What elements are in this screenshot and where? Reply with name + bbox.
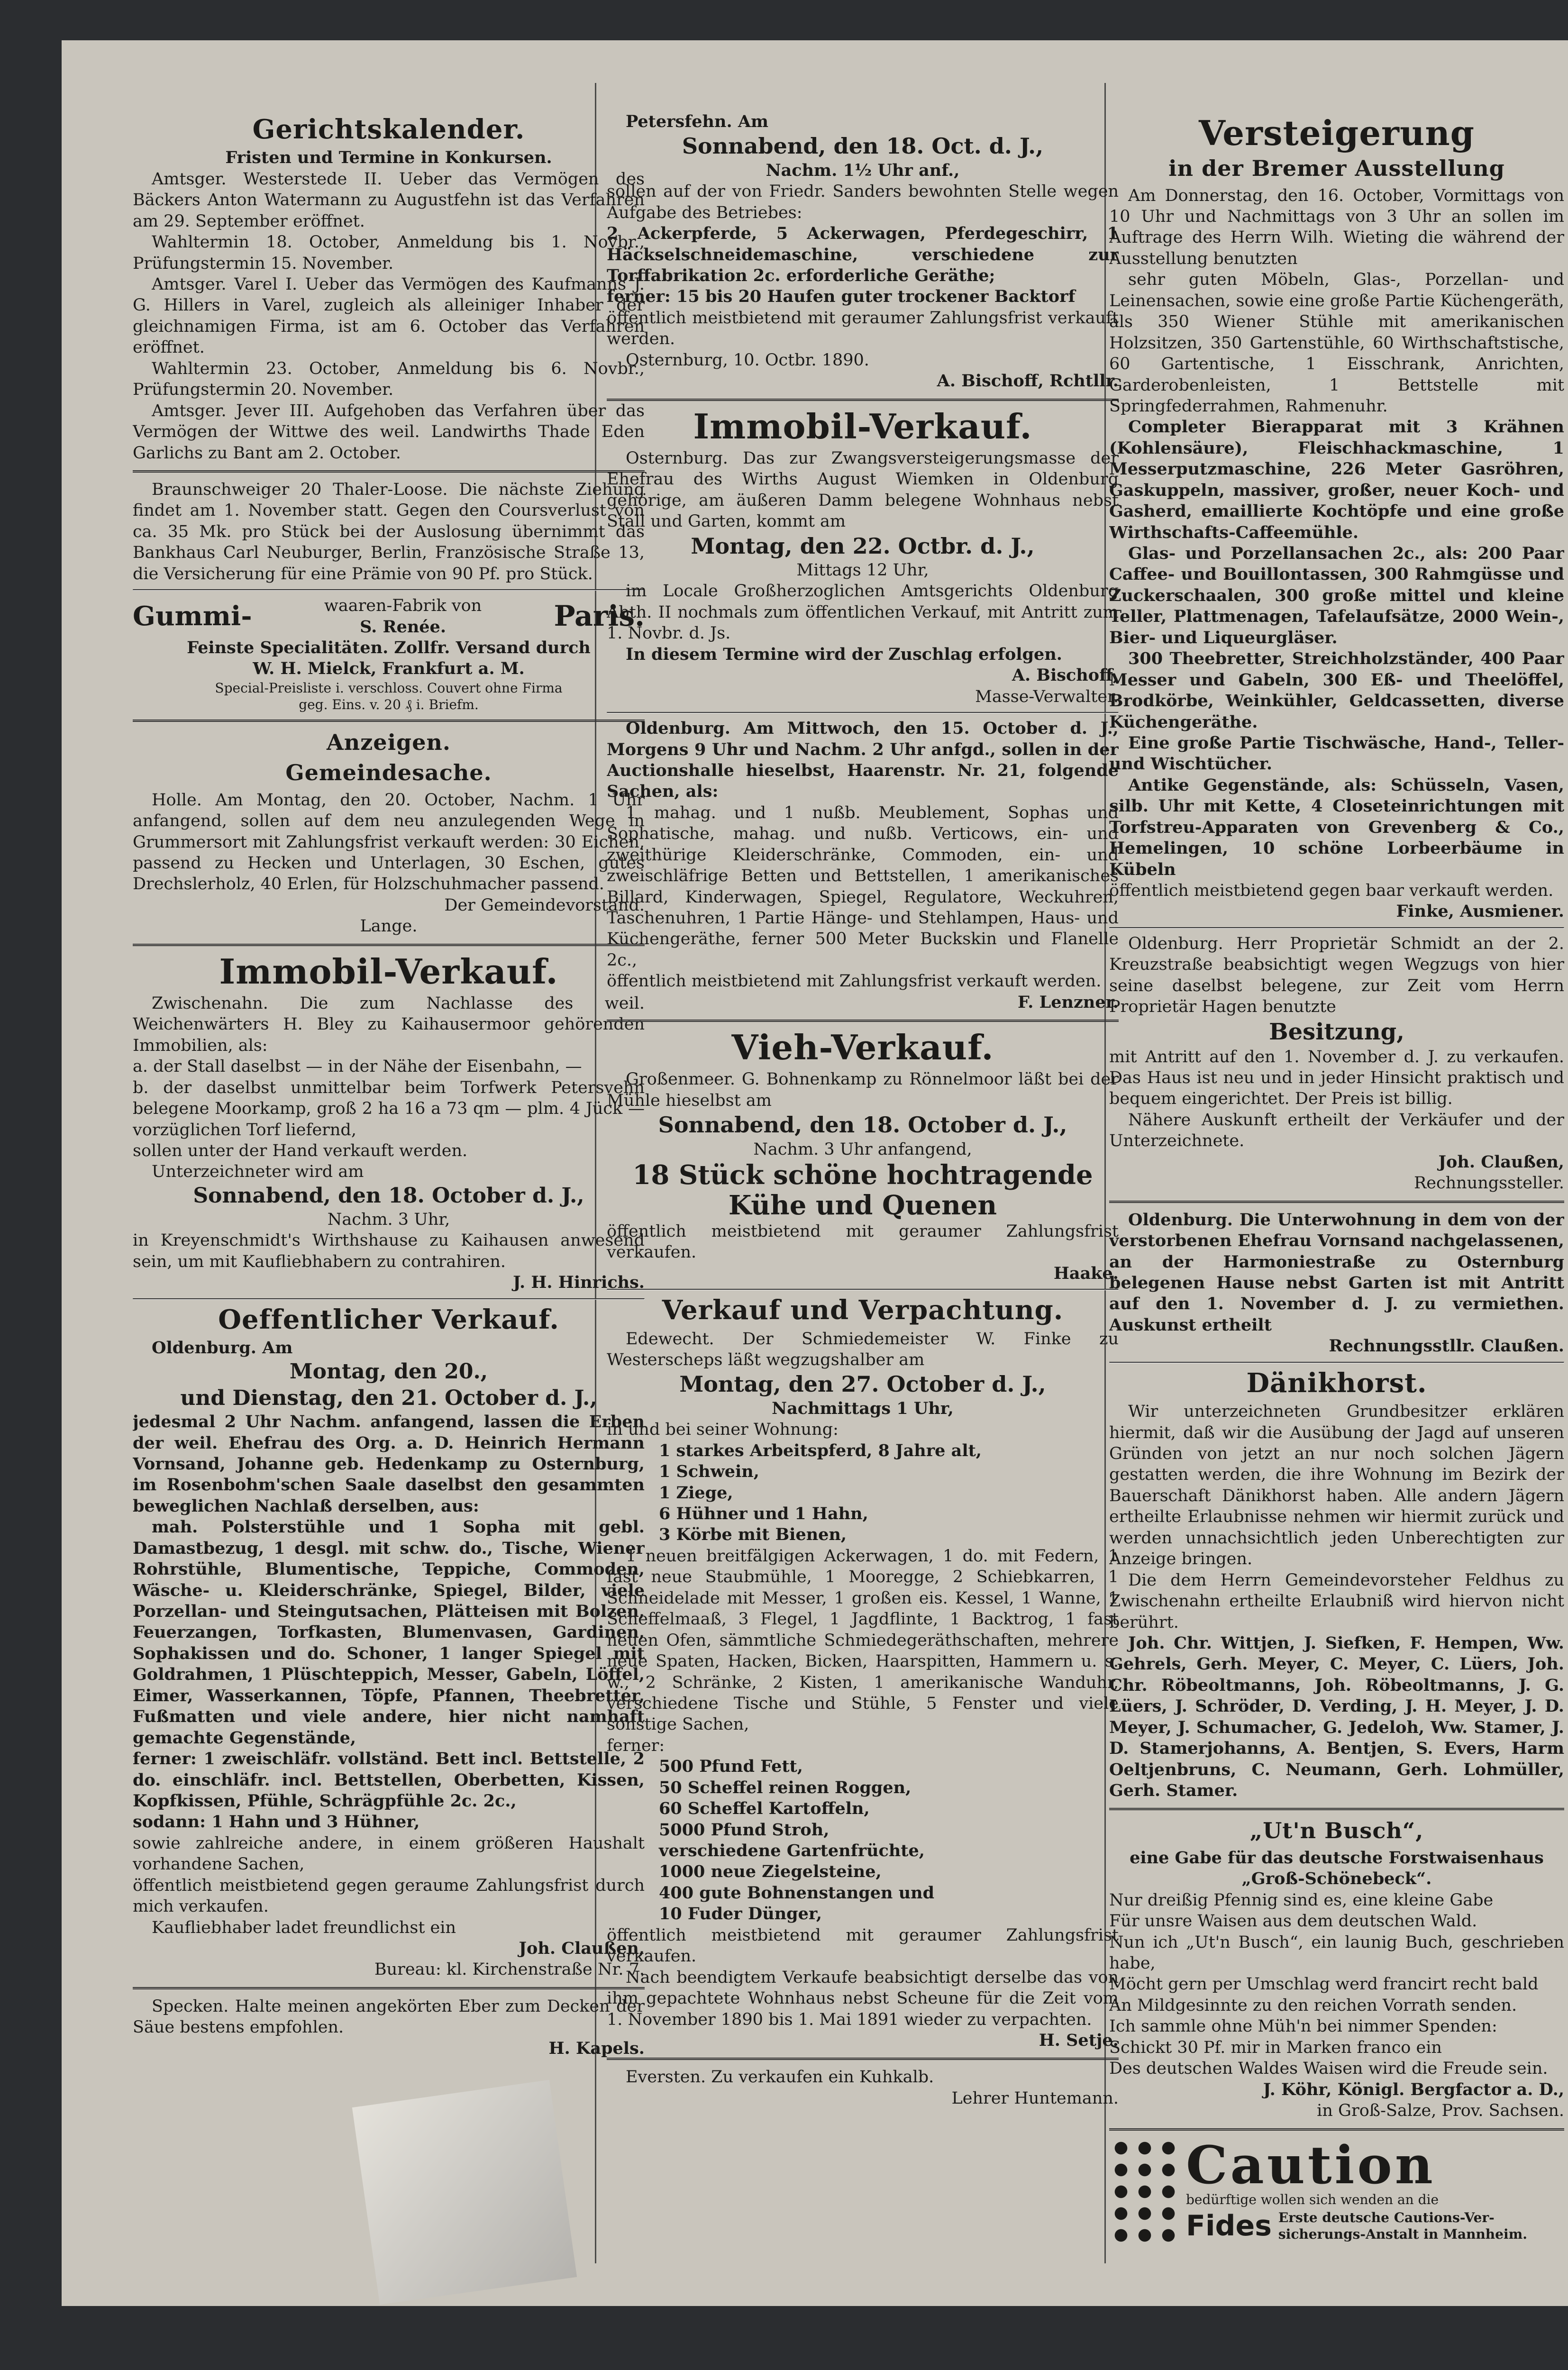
list-item: 6 Hühner und 1 Hahn, bbox=[659, 1504, 868, 1524]
immo2-text: im Locale Großherzoglichen Amtsgerichts Oldenburg Abth. II nochmals zum öffentlichen Verkauf, mit Antritt zum 1. Novbr. d. Js. bbox=[607, 582, 1119, 643]
prop-text: Oldenburg. Herr Proprietär Schmidt an der 2. Kreuzstraße beabsichtigt wegen Wegzugs von hier seine daselbst belegene, zur Zeit vom Herrn Proprietär Hagen benutzte bbox=[1109, 934, 1564, 1017]
immo1-text: Zwischenahn. Die zum Nachlasse des weil. Weichenwärters H. Bley zu Kaihausermoor gehörenden Immobilien, als: bbox=[133, 994, 645, 1055]
vieh-sign: Haake. bbox=[1053, 1263, 1119, 1283]
list-item: 1 Schwein, bbox=[659, 1462, 759, 1482]
poem-line: Nur dreißig Pfennig sind es, eine kleine Gabe bbox=[1109, 1890, 1494, 1910]
list-item: 50 Scheffel reinen Roggen, bbox=[659, 1778, 912, 1797]
prop-text: Nähere Auskunft ertheilt der Verkäufer und der Unterzeichnete. bbox=[1109, 1110, 1564, 1151]
immo2-text: Osternburg. Das zur Zwangsversteigerungsmasse der Ehefrau des Wirths August Wiemken in Oldenburg gehörige, am äußeren Damm belegene Wohnhaus nebst Stall und Garten, kommt am bbox=[607, 448, 1119, 531]
vieh-text: Großenmeer. G. Bohnenkamp zu Rönnelmoor läßt bei der Mühle hieselbst am bbox=[607, 1070, 1119, 1110]
divider bbox=[1109, 1201, 1564, 1203]
oeff-text: jedesmal 2 Uhr Nachm. anfangend, lassen die Erben der weil. Ehefrau des Org. a. D. Heinrich Hermann Vornsand, Johanne geb. Hedenkamp zu Osternburg, im Rosenbohm'schen Saale daselbst den gesammten beweglichen Nachlaß derselben, aus: bbox=[133, 1412, 645, 1516]
verk-text: in und bei seiner Wohnung: bbox=[607, 1420, 839, 1440]
gummi-line: Special-Preisliste i. verschloss. Couvert ohne Firma bbox=[215, 680, 563, 696]
caution-text: Erste deutsche Cautions-Ver- bbox=[1278, 2210, 1495, 2226]
peters-text: Osternburg, 10. Octbr. 1890. bbox=[626, 350, 869, 370]
old-sign: F. Lenzner. bbox=[1017, 992, 1119, 1012]
list-item: 1 starkes Arbeitspferd, 8 Jahre alt, bbox=[659, 1440, 982, 1460]
specken-ad: Specken. Halte meinen angekörten Eber zum Decken der Säue bestens empfohlen. bbox=[133, 1996, 645, 2037]
immo2-sign: Masse-Verwalter. bbox=[975, 687, 1119, 706]
peters-sign: A. Bischoff, Rchtllr. bbox=[937, 371, 1119, 391]
column-middle bbox=[607, 111, 1119, 2273]
immo2-text: In diesem Termine wird der Zuschlag erfolgen. bbox=[626, 644, 1062, 664]
caution-title: Caution bbox=[1186, 2134, 1436, 2196]
divider bbox=[1109, 927, 1564, 929]
list-item: 500 Pfund Fett, bbox=[659, 1757, 803, 1777]
divider bbox=[607, 1020, 1119, 1022]
daen-title: Dänikhorst. bbox=[1246, 1367, 1427, 1399]
list-item: 1 Ziege, bbox=[659, 1483, 733, 1503]
verk-date: Montag, den 27. October d. J., bbox=[679, 1371, 1046, 1397]
immo1-title: Immobil-Verkauf. bbox=[219, 951, 558, 992]
caution-text: sicherungs-Anstalt in Mannheim. bbox=[1278, 2226, 1527, 2242]
divider bbox=[1109, 1808, 1564, 1810]
poem-line: Nun ich „Ut'n Busch“, ein launig Buch, geschrieben habe, bbox=[1109, 1932, 1564, 1973]
poem-line: Des deutschen Waldes Waisen wird die Freude sein. bbox=[1109, 2059, 1548, 2078]
gummi-line: Feinste Specialitäten. Zollfr. Versand durch bbox=[187, 638, 591, 658]
gericht-entry: Wahltermin 18. October, Anmeldung bis 1. Novbr., Prüfungstermin 15. November. bbox=[133, 233, 645, 273]
vers-text: 300 Theebretter, Streichholzständer, 400 Paar Messer und Gabeln, 300 Eß- und Theelöffel, Brodkörbe, Weinkühler, Geldcassetten, diverse Küchengeräthe. bbox=[1109, 649, 1564, 732]
newspaper-page bbox=[62, 40, 1568, 2306]
oeff-title: Oeffentlicher Verkauf. bbox=[218, 1304, 559, 1335]
list-item: 60 Scheffel Kartoffeln, bbox=[659, 1799, 870, 1819]
eversten-ad: Eversten. Zu verkaufen ein Kuhkalb. bbox=[626, 2068, 934, 2087]
caution-ad bbox=[1109, 2134, 1564, 2246]
immo1-item: a. der Stall daselbst — in der Nähe der Eisenbahn, — bbox=[133, 1057, 582, 1076]
vers-text: Glas- und Porzellansachen 2c., als: 200 Paar Caffee- und Bouillontassen, 300 Rahmgüsse und Zuckerschaalen, 300 große mittel und kleine Teller, Plattmenagen, Tafelaufsätze, 2000 Wein-, Bier- und Liqueurgläser. bbox=[1109, 544, 1564, 647]
oeff-text: Kaufliebhaber ladet freundlichst ein bbox=[152, 1918, 456, 1937]
verk-text: Nach beendigtem Verkaufe beabsichtigt derselbe das von ihm gepachtete Wohnhaus nebst Scheune für die Zeit vom 1. November 1890 bis 1. Mai 1891 wieder zu verpachten. bbox=[607, 1968, 1119, 2029]
prop-title: Besitzung, bbox=[1269, 1018, 1404, 1045]
vieh-goods: 18 Stück schöne hochtragende Kühe und Quenen bbox=[632, 1159, 1093, 1221]
immo2-time: Mittags 12 Uhr, bbox=[796, 561, 929, 580]
daen-names: Joh. Chr. Wittjen, J. Siefken, F. Hempen, Ww. Gehrels, Gerh. Meyer, C. Meyer, C. Lüers, Joh. Chr. Röbeoltmanns, Joh. Röbeoltmanns, J. G. Lüers, J. Schröder, D. Verding, J. H. Meyer, J. D. Meyer, J. Schumacher, G. Jedeloh, Ww. Stamer, J. D. Stamerjohanns, A. Bentjen, S. Evers, Harm Oeltjenbruns, C. Neumann, Gerh. Lohmüller, Gerh. Stamer. bbox=[1109, 1633, 1564, 1800]
gummi-line: geg. Eins. v. 20 ₰ i. Briefm. bbox=[299, 696, 479, 712]
peters-place: Petersfehn. Am bbox=[626, 112, 769, 131]
gemeinde-text: Holle. Am Montag, den 20. October, Nachm. 1 Uhr anfangend, sollen auf dem neu anzulegenden Wege in Grummersort mit Zahlungsfrist verkauft werden: 30 Eichen, passend zu Hecken und Unterlagen, 30 Eschen, gutes Drechslerholz, 40 Erlen, für Holzschuhmacher passend. bbox=[133, 790, 645, 894]
unter-sign: Rechnungsstllr. Claußen. bbox=[1329, 1336, 1564, 1356]
verk-text: öffentlich meistbietend mit geraumer Zahlungsfrist verkaufen. bbox=[607, 1925, 1119, 1966]
gemeinde-title: Gemeindesache. bbox=[285, 760, 492, 786]
busch-subtitle: eine Gabe für das deutsche Forstwaisenhaus „Groß-Schönebeck“. bbox=[1130, 1848, 1544, 1889]
divider bbox=[133, 589, 645, 591]
immo1-text: sollen unter der Hand verkauft werden. bbox=[133, 1141, 468, 1161]
specken-sign: H. Kapels. bbox=[548, 2038, 645, 2058]
verk-sign: H. Setje. bbox=[1039, 2030, 1119, 2050]
peters-date: Sonnabend, den 18. Oct. d. J., bbox=[682, 133, 1044, 159]
verk-goods-list bbox=[607, 1756, 1119, 1925]
peters-time: Nachm. 1½ Uhr anf., bbox=[766, 160, 960, 180]
verk-title: Verkauf und Verpachtung. bbox=[662, 1294, 1064, 1326]
divider bbox=[1109, 2128, 1564, 2131]
gummi-maker: S. Renée. bbox=[360, 617, 446, 637]
oeff-date: Montag, den 20., bbox=[289, 1359, 488, 1384]
immo2-sign: A. Bischoff, bbox=[1012, 665, 1119, 685]
gericht-entry: Amtsger. Jever III. Aufgehoben das Verfahren über das Vermögen der Wittwe des weil. Landwirths Thade Eden Garlichs zu Bant am 2. October. bbox=[133, 401, 645, 463]
prop-sign: Joh. Claußen, bbox=[1438, 1152, 1564, 1172]
list-item: verschiedene Gartenfrüchte, bbox=[659, 1841, 925, 1861]
vieh-text: öffentlich meistbietend mit geraumer Zahlungsfrist verkaufen. bbox=[607, 1221, 1119, 1262]
vers-text: Completer Bierapparat mit 3 Krähnen (Kohlensäure), Fleischhackmaschine, 1 Messerputzmaschine, 226 Meter Gasröhren, Gaskuppeln, massiver, großer, neuer Koch- und Gasherd, emaillierte Kochtöpfe und eine große Wirthschafts-Caffeemühle. bbox=[1109, 417, 1564, 542]
busch-sign: J. Köhr, Königl. Bergfactor a. D., bbox=[1263, 2079, 1564, 2099]
old-text: öffentlich meistbietend mit Zahlungsfrist verkauft werden. bbox=[607, 972, 1102, 991]
gummi-paris: Paris. bbox=[554, 600, 645, 633]
peters-text: ferner: 15 bis 20 Haufen guter trockener Backtorf bbox=[607, 287, 1076, 307]
list-item: 10 Fuder Dünger, bbox=[659, 1904, 822, 1924]
oeff-date: und Dienstag, den 21. October d. J., bbox=[180, 1386, 597, 1411]
immo1-text: Unterzeichneter wird am bbox=[152, 1162, 364, 1182]
vers-subtitle: in der Bremer Ausstellung bbox=[1168, 155, 1505, 182]
oeff-text: öffentlich meistbietend gegen geraume Zahlungsfrist durch mich verkaufen. bbox=[133, 1876, 645, 1916]
vers-text: Antike Gegenstände, als: Schüsseln, Vasen, silb. Uhr mit Kette, 4 Closeteinrichtungen mit Torfstreu-Apparaten von Grevenberg & Co., Hemelingen, 10 schöne Lorbeerbäume in Kübeln bbox=[1109, 775, 1564, 879]
vers-text: Am Donnerstag, den 16. October, Vormittags von 10 Uhr und Nachmittags von 3 Uhr an sollen im Auftrage des Herrn Wilh. Wieting die während der Ausstellung benutzten bbox=[1109, 186, 1564, 268]
divider bbox=[607, 1289, 1119, 1290]
poem-line: Schickt 30 Pf. mir in Marken franco ein bbox=[1109, 2038, 1442, 2057]
divider bbox=[133, 1298, 645, 1300]
divider bbox=[133, 1987, 645, 1989]
oeff-text: ferner: 1 zweischläfr. vollständ. Bett incl. Bettstelle, 2 do. einschläfr. incl. Bettstellen, Oberbetten, Kissen, Kopfkissen, Pfühle, Schrägpfühle 2c. 2c., bbox=[133, 1749, 645, 1811]
oeff-text: mah. Polsterstühle und 1 Sopha mit gebl. Damastbezug, 1 desgl. mit schw. do., Tische, Wiener Rohrstühle, Blumentische, Teppiche, Commoden, Wäsche- u. Kleiderschränke, Spiegel, Bilder, viele Porzellan- und Steingutsachen, Plätteisen mit Bolzen, Feuerzangen, Torfkasten, Blumenvasen, Gardinen, Sophakissen und do. Schoner, 1 langer Spiegel mit Goldrahmen, 1 Plüschteppich, Messer, Gabeln, Löffel, Eimer, Wasserkannen, Töpfe, Pfannen, Theebretter, Fußmatten und viele andere, hier nicht namhaft gemachte Gegenstände, bbox=[133, 1517, 645, 1748]
verk-livestock-list bbox=[607, 1440, 1119, 1546]
vieh-date: Sonnabend, den 18. October d. J., bbox=[658, 1112, 1067, 1138]
immo1-item: b. der daselbst unmittelbar beim Torfwerk Petersvehn belegene Moorkamp, groß 2 ha 16 a 73 qm — plm. 4 Jück — vorzüglichen Torf liefernd, bbox=[133, 1078, 645, 1139]
vers-sign: Finke, Ausmiener. bbox=[1396, 902, 1564, 921]
oeff-text: sowie zahlreiche andere, in einem größeren Haushalt vorhandene Sachen, bbox=[133, 1833, 645, 1874]
oeff-place: Oldenburg. Am bbox=[152, 1338, 293, 1358]
vers-text: öffentlich meistbietend gegen baar verkauft werden. bbox=[1109, 881, 1554, 901]
gummi-subtitle: waaren-Fabrik von bbox=[324, 596, 482, 616]
divider bbox=[133, 944, 645, 946]
gericht-entry: Amtsger. Westerstede II. Ueber das Vermögen des Bäckers Anton Watermann zu Augustfehn ist das Verfahren am 29. September eröffnet. bbox=[133, 169, 645, 231]
verk-text: ferner: bbox=[607, 1736, 665, 1755]
gummi-line: W. H. Mielck, Frankfurt a. M. bbox=[253, 659, 525, 679]
column-right bbox=[1109, 111, 1564, 2273]
gummi-ad bbox=[133, 595, 645, 713]
divider bbox=[133, 470, 645, 473]
daen-text: Wir unterzeichneten Grundbesitzer erklären hiermit, daß wir die Ausübung der Jagd auf unseren Gründen von jetzt an nur noch solchen Jägern gestatten werden, die ihre Wohnung im Bezirk der Bauerschaft Dänikhorst haben. Alle andern Jägern ertheilte Erlaubnisse nehmen wir hiermit zurück und werden unnachsichtlich jeden Unberechtigten zur Anzeige bringen. bbox=[1109, 1402, 1564, 1569]
busch-poem bbox=[1109, 1890, 1564, 2079]
verk-time: Nachmittags 1 Uhr, bbox=[772, 1398, 954, 1418]
poem-line: Ich sammle ohne Müh'n bei nimmer Spenden: bbox=[1109, 2017, 1497, 2036]
vieh-time: Nachm. 3 Uhr anfangend, bbox=[753, 1139, 972, 1159]
peters-text: sollen auf der von Friedr. Sanders bewohnten Stelle wegen Aufgabe des Betriebes: bbox=[607, 182, 1119, 222]
list-item: 400 gute Bohnenstangen und bbox=[659, 1883, 935, 1903]
gummi-title: Gummi- bbox=[133, 601, 252, 632]
eversten-sign: Lehrer Huntemann. bbox=[951, 2088, 1119, 2108]
peters-text: öffentlich meistbietend mit geraumer Zahlungsfrist verkauft werden. bbox=[607, 308, 1119, 349]
paper-damage bbox=[352, 2080, 577, 2305]
vers-text: Eine große Partie Tischwäsche, Hand-, Teller- und Wischtücher. bbox=[1109, 733, 1564, 774]
oeff-sign: Joh. Claußen, bbox=[519, 1939, 645, 1959]
gericht-entry: Wahltermin 23. October, Anmeldung bis 6. Novbr., Prüfungstermin 20. November. bbox=[133, 359, 645, 400]
prop-sign: Rechnungssteller. bbox=[1413, 1174, 1564, 1193]
old-text: Oldenburg. Am Mittwoch, den 15. October d. J., Morgens 9 Uhr und Nachm. 2 Uhr anfgd., sollen in der Auctionshalle hieselbst, Haarenstr. Nr. 21, folgende Sachen, als: bbox=[607, 719, 1119, 802]
immo1-sign: J. H. Hinrichs. bbox=[513, 1273, 645, 1293]
gemeinde-sign: Der Gemeindevorstand. bbox=[444, 895, 645, 915]
oeff-sign: Bureau: kl. Kirchenstraße Nr. 7. bbox=[374, 1960, 645, 1979]
divider bbox=[133, 720, 645, 722]
gemeinde-sign: Lange. bbox=[360, 917, 418, 936]
unter-text: Oldenburg. Die Unterwohnung in dem von der verstorbenen Ehefrau Vornsand nachgelassenen, an der Harmoniestraße zu Osternburg belegenen Hause nebst Garten ist mit Antritt auf den 1. November d. J. zu vermiethen. Auskunst ertheilt bbox=[1109, 1210, 1564, 1335]
list-item: 5000 Pfund Stroh, bbox=[659, 1820, 830, 1840]
list-item: 3 Körbe mit Bienen, bbox=[659, 1525, 847, 1545]
caution-text: bedürftige wollen sich wenden an die bbox=[1186, 2191, 1439, 2207]
verk-text: 1 neuen breitfälgigen Ackerwagen, 1 do. mit Federn, 1 fast neue Staubmühle, 1 Mooregge, 2 Schiebkarren, 1 Schneidelade mit Messer, 1 großen eis. Kessel, 1 Wanne, 1 Scheffelmaaß, 3 Flegel, 1 Jagdflinte, 1 Backtrog, 1 fast neuen Ofen, sämmtliche Schmiedegeräthschaften, mehrere neue Spaten, Hacken, Bicken, Haarspitten, Hammern u. s. w., 2 Schränke, 2 Kisten, 1 amerikanische Wanduhr, verschiedene Tische und Stühle, 5 Fenster und viele sonstige Sachen, bbox=[607, 1546, 1119, 1734]
anzeigen-heading: Anzeigen. bbox=[327, 729, 451, 755]
immo2-title: Immobil-Verkauf. bbox=[693, 406, 1032, 447]
immo2-date: Montag, den 22. Octbr. d. J., bbox=[691, 533, 1035, 559]
vers-title: Versteigerung bbox=[1198, 113, 1475, 153]
immo1-date: Sonnabend, den 18. October d. J., bbox=[193, 1183, 584, 1208]
peters-text: 2 Ackerpferde, 5 Ackerwagen, Pferdegeschirr, 1 Häckselschneidemaschine, verschiedene zur Torffabrikation 2c. erforderliche Geräthe; bbox=[607, 224, 1119, 286]
divider bbox=[607, 712, 1119, 713]
immo1-text: in Kreyenschmidt's Wirthshause zu Kaihausen anwesend sein, um mit Kaufliebhabern zu contrahiren. bbox=[133, 1231, 645, 1271]
poem-line: Möcht gern per Umschlag werd francirt recht bald bbox=[1109, 1975, 1539, 1994]
daen-text: Die dem Herrn Gemeindevorsteher Feldhus zu Zwischenahn ertheilte Erlaubniß wird hiervon nicht berührt. bbox=[1109, 1570, 1564, 1632]
fides-logo: Fides bbox=[1186, 2209, 1272, 2242]
gericht-entry: Amtsger. Varel I. Ueber das Vermögen des Kaufmanns J. G. Hillers in Varel, zugleich als alleiniger Inhaber der gleichnamigen Firma, ist am 6. October das Verfahren eröffnet. bbox=[133, 275, 645, 357]
vieh-title: Vieh-Verkauf. bbox=[731, 1027, 994, 1068]
vers-text: sehr guten Möbeln, Glas-, Porzellan- und Leinensachen, sowie eine große Partie Küchengeräth, als 350 Wiener Stühle mit amerikanischen Holzsitzen, 350 Gartenstühle, 60 Wirthschaftstische, 60 Gartentische, 1 Eisschrank, Anrichten, Garderobenleisten, 1 Bettstelle mit Springfederrahmen, Rahmenuhr. bbox=[1109, 270, 1564, 416]
list-item: 1000 neue Ziegelsteine, bbox=[659, 1862, 882, 1882]
busch-sign: in Groß-Salze, Prov. Sachsen. bbox=[1317, 2101, 1564, 2121]
divider bbox=[607, 2058, 1119, 2060]
busch-title: „Ut'n Busch“, bbox=[1249, 1818, 1424, 1844]
braunschweig-ad: Braunschweiger 20 Thaler-Loose. Die nächste Ziehung findet am 1. November statt. Gegen den Coursverlust von ca. 35 Mk. pro Stück bei der Auslosung übernimmt das Bankhaus Carl Neuburger, Berlin, Französische Straße 13, die Versicherung für eine Prämie von 90 Pf. pro Stück. bbox=[133, 480, 645, 583]
gericht-title: Gerichtskalender. bbox=[252, 114, 525, 145]
divider bbox=[607, 399, 1119, 401]
verk-text: Edewecht. Der Schmiedemeister W. Finke zu Westerscheps läßt wegzugshalber am bbox=[607, 1329, 1119, 1370]
oeff-text: sodann: 1 Hahn und 3 Hühner, bbox=[133, 1812, 420, 1832]
column-left bbox=[133, 111, 645, 2273]
immo1-time: Nachm. 3 Uhr, bbox=[327, 1210, 450, 1229]
gericht-subtitle: Fristen und Termine in Konkursen. bbox=[225, 148, 552, 168]
poem-line: An Mildgesinnte zu den reichen Vorrath senden. bbox=[1109, 1996, 1517, 2015]
dot-ornament-icon bbox=[1109, 2137, 1180, 2246]
prop-text: mit Antritt auf den 1. November d. J. zu verkaufen. Das Haus ist neu und in jeder Hinsicht praktisch und bequem eingerichtet. Der Preis ist billig. bbox=[1109, 1047, 1564, 1109]
divider bbox=[1109, 1362, 1564, 1363]
poem-line: Für unsre Waisen aus dem deutschen Wald. bbox=[1109, 1912, 1477, 1931]
old-text: 1 mahag. und 1 nußb. Meublement, Sophas und Sophatische, mahag. und nußb. Verticows, ein- und zweithürige Kleiderschränke, Commoden, ein- und zweischläfrige Betten und Bettstellen, 1 amerikanisches Billard, Kinderwagen, Spiegel, Regulatore, Weckuhren, Taschenuhren, 1 Partie Hänge- und Stehlampen, Haus- und Küchengeräthe, ferner 500 Meter Buckskin und Flanelle 2c., bbox=[607, 803, 1119, 970]
